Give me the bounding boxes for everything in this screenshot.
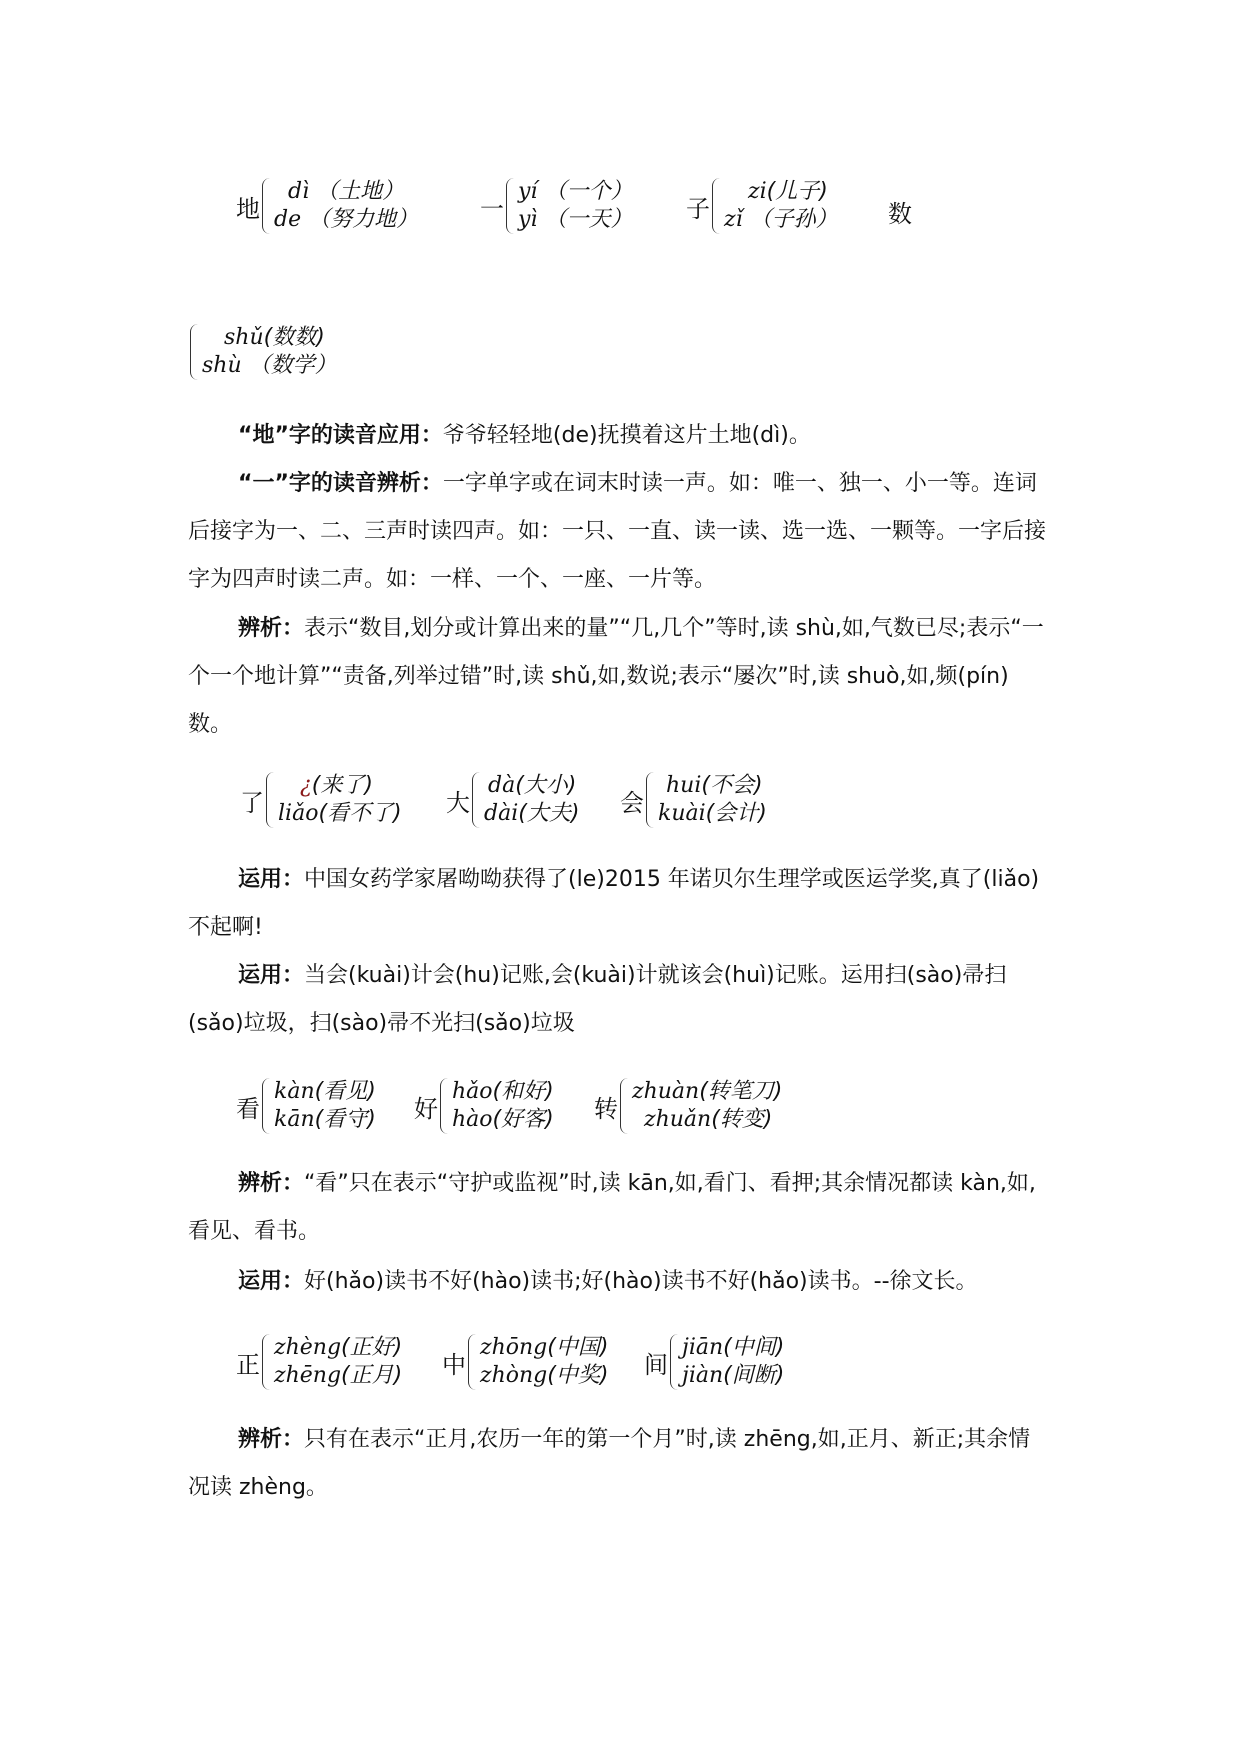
pinyin: ¿ [300,773,312,798]
brace-icon [468,1334,477,1390]
head-character: 看 [236,1094,260,1123]
brace-icon [506,178,515,234]
brace-icon [440,1078,449,1134]
paragraph-di-usage [188,412,1048,460]
pinyin: jiàn [682,1363,724,1388]
pinyin: zhuàn [632,1079,700,1104]
pinyin: yì [518,207,538,232]
example: (数数) [263,325,325,350]
head-character: 大 [446,788,470,817]
pinyin: kàn [274,1079,315,1104]
pronunciation-group-hui [620,772,767,828]
paragraph-hao-usage [188,1258,1048,1306]
pinyin: hui [666,773,702,798]
brace-icon [646,772,655,828]
paragraph-text: 当会(kuài)计会(hu)记账,会(kuài)计就该会(huì)记账。运用扫(sào)帚扫(sǎo)垃圾，扫(sào)帚不光扫(sǎo)垃圾 [188,963,1007,1036]
paragraph-label: 辨析： [238,1171,305,1196]
pinyin: zǐ [724,207,743,232]
pronunciation-group-di [236,178,418,234]
pronunciation-group-hao [414,1078,554,1134]
brace-icon [472,772,481,828]
paragraph-label: 运用： [238,963,305,988]
pinyin: hào [452,1107,493,1132]
example: (会计) [705,801,767,826]
example: (间断) [723,1363,785,1388]
pinyin: zhèng [274,1335,342,1360]
pinyin: zhēng [274,1363,342,1388]
paragraph-text: 一字单字或在词末时读一声。如：唯一、独一、小一等。连词后接字为一、二、三声时读四声。如：一只、一直、读一读、选一选、一颗等。一字后接字为四声时读二声。如：一样、一个、一座、一片等。 [188,471,1047,592]
pronunciation-group-zhong [442,1334,608,1390]
pronunciation-group-jian [644,1334,784,1390]
pronunciation-group-zheng [236,1334,402,1390]
example: (好客) [492,1107,554,1132]
example: (不会) [701,773,763,798]
pinyin: zi [748,179,767,204]
brace-icon [712,178,721,234]
pronunciation-group-yi [480,178,632,234]
pinyin: shù [202,353,242,378]
paragraph-text: 爷爷轻轻地(de)抚摸着这片土地(dì)。 [442,423,811,448]
head-character: 转 [594,1094,618,1123]
example: （一个） [544,179,633,204]
paragraph-text: 表示“数目,划分或计算出来的量”“几,几个”等时,读 shù,如,气数已尽;表示“一个一个地计算”“责备,列举过错”时,读 shǔ,如,数说;表示“屡次”时,读 shuò,如,频(pín)数。 [188,616,1044,737]
brace-icon [190,324,199,380]
head-character: 数 [888,200,912,228]
paragraph-shu-analysis [188,605,1048,749]
head-character: 子 [686,194,710,223]
paragraph-label: 辨析： [238,616,305,641]
pinyin: yí [518,179,538,204]
example: (正好) [341,1335,403,1360]
paragraph-label: 运用： [238,1269,305,1294]
example: (中奖) [547,1363,609,1388]
pinyin: shǔ [224,325,264,350]
pronunciation-group-zhuan [594,1078,782,1134]
head-character: 中 [442,1350,466,1379]
head-character: 一 [480,194,504,223]
pronunciation-group-da [446,772,579,828]
pinyin: zhōng [480,1335,548,1360]
brace-icon [266,772,275,828]
pinyin: zhòng [480,1363,548,1388]
brace-icon [262,1334,271,1390]
example: (儿子) [766,179,828,204]
example: (转笔刀) [699,1079,783,1104]
brace-icon [670,1334,679,1390]
pronunciation-group-kan [236,1078,376,1134]
brace-icon [262,178,271,234]
example: (中国) [547,1335,609,1360]
example: (看见) [314,1079,376,1104]
head-character: 间 [644,1350,668,1379]
head-character: 正 [236,1350,260,1379]
brace-icon [620,1078,629,1134]
paragraph-text: 中国女药学家屠呦呦获得了(le)2015 年诺贝尔生理学或医运学奖,真了(liǎo)不起啊! [188,867,1040,940]
example: (和好) [492,1079,554,1104]
pronunciation-group-shu-head [888,194,914,229]
example: （数学） [248,353,337,378]
pinyin: dà [488,773,516,798]
head-character: 好 [414,1094,438,1123]
pronunciation-group-shu [190,324,337,380]
example: (中间) [723,1335,785,1360]
example: （子孙） [749,207,838,232]
paragraph-text: 只有在表示“正月,农历一年的第一个月”时,读 zhēng,如,正月、新正;其余情况读 zhèng。 [188,1427,1031,1500]
paragraph-label: “地”字的读音应用： [238,423,443,448]
head-character: 会 [620,788,644,817]
paragraph-label: 运用： [238,867,305,892]
pinyin: de [274,207,302,232]
paragraph-yi-analysis [188,460,1048,604]
pronunciation-group-le [240,772,402,828]
paragraph-label: 辨析： [238,1427,305,1452]
pinyin: zhuǎn [644,1107,712,1132]
brace-icon [262,1078,271,1134]
pinyin: liǎo [278,801,319,826]
pinyin: dì [288,179,310,204]
example: (来了) [311,773,373,798]
example: (正月) [341,1363,403,1388]
pinyin: kuài [658,801,706,826]
example: (转变) [711,1107,773,1132]
example: （土地） [316,179,405,204]
paragraph-zheng-analysis [188,1416,1048,1512]
paragraph-text: “看”只在表示“守护或监视”时,读 kān,如,看门、看押;其余情况都读 kàn,如,看见、看书。 [188,1171,1036,1244]
head-character: 地 [236,194,260,223]
paragraph-le-usage [188,856,1048,952]
pinyin: kān [274,1107,315,1132]
example: (看守) [314,1107,376,1132]
example: (大夫) [518,801,580,826]
example: （一天） [544,207,633,232]
example: (看不了) [318,801,402,826]
example: (大小) [515,773,577,798]
paragraph-label: “一”字的读音辨析： [238,471,443,496]
pinyin: dài [484,801,519,826]
paragraph-kan-analysis [188,1160,1048,1256]
head-character: 了 [240,788,264,817]
pinyin: hǎo [452,1079,493,1104]
pinyin: jiān [682,1335,724,1360]
pronunciation-group-zi [686,178,838,234]
example: （努力地） [308,207,419,232]
paragraph-text: 好(hǎo)读书不好(hào)读书;好(hào)读书不好(hǎo)读书。--徐文长。 [304,1269,978,1294]
paragraph-hui-usage [188,952,1048,1048]
